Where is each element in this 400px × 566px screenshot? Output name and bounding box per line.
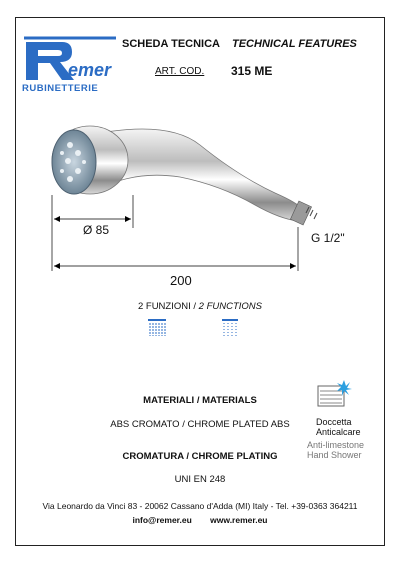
function-icons (148, 318, 248, 340)
email-link[interactable]: info@remer.eu (132, 515, 192, 525)
website-link[interactable]: www.remer.eu (210, 515, 268, 525)
badge-line1-en: Anti-limestone (307, 440, 365, 450)
functions-separator: / (190, 301, 199, 312)
badge-line2-en: Hand Shower (307, 450, 362, 460)
company-address: Via Leonardo da Vinci 83 - 20062 Cassano d'Adda (MI) Italy - Tel. +39-0363 364211 (42, 501, 358, 511)
contacts (0, 515, 400, 525)
title-english: TECHNICAL FEATURES (232, 38, 357, 50)
article-code-label: ART. COD. (155, 66, 205, 77)
svg-text:emer: emer (68, 60, 112, 80)
brand-subtitle: RUBINETTERIE (22, 83, 99, 94)
article-code-value: 315 ME (231, 64, 273, 78)
plating-standard: UNI EN 248 (174, 474, 226, 485)
materials-value: ABS CROMATO / CHROME PLATED ABS (110, 419, 290, 430)
badge-line1-it: Doccetta (316, 417, 352, 427)
anti-limestone-icon (316, 378, 352, 408)
badge-italian (316, 417, 376, 437)
plating-heading: CROMATURA / CHROME PLATING (122, 451, 278, 462)
hand-shower-drawing (40, 115, 370, 285)
badge-english (307, 440, 377, 460)
spray-icon (148, 320, 166, 336)
functions-label-it: 2 FUNZIONI (137, 301, 191, 312)
rain-icon (222, 320, 238, 336)
title-italian: SCHEDA TECNICA (122, 38, 220, 50)
materials-heading: MATERIALI / MATERIALS (143, 395, 257, 406)
functions-label-en: 2 FUNCTIONS (198, 301, 263, 312)
thread-label: G 1/2" (311, 231, 345, 245)
functions-label (0, 301, 400, 312)
badge-line2-it: Anticalcare (316, 427, 361, 437)
diameter-label: Ø 85 (83, 223, 110, 237)
length-label: 200 (170, 273, 192, 288)
